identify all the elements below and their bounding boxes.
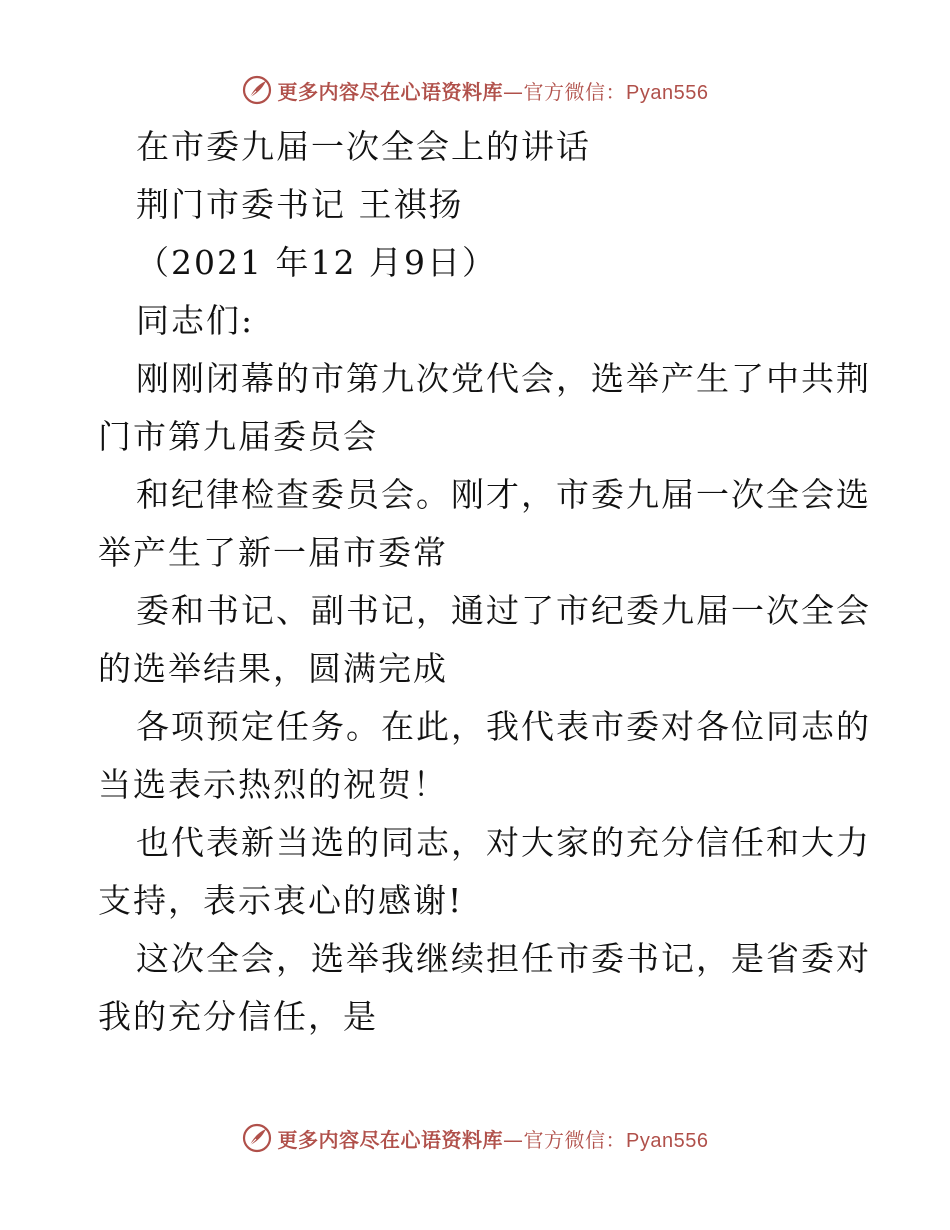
paragraph-line: 我的充分信任，是 bbox=[98, 997, 378, 1036]
document-body bbox=[98, 118, 871, 1046]
header-watermark bbox=[0, 70, 950, 110]
document-date: （2021 年12 月9日） bbox=[136, 243, 497, 282]
watermark-main-text: 更多内容尽在心语资料库 bbox=[277, 1127, 504, 1152]
paragraph-line: 的选举结果，圆满完成 bbox=[98, 649, 448, 688]
paragraph-line: 举产生了新一届市委常 bbox=[98, 533, 448, 572]
footer-watermark bbox=[0, 1118, 950, 1158]
watermark-dash: — bbox=[503, 79, 524, 104]
paragraph-line: 门市第九届委员会 bbox=[98, 417, 378, 456]
watermark-id: Pyan556 bbox=[626, 1129, 709, 1152]
document-salutation: 同志们: bbox=[136, 301, 255, 340]
document-title: 在市委九届一次全会上的讲话 bbox=[136, 127, 591, 166]
paragraph-line: 这次全会，选举我继续担任市委书记，是省委对 bbox=[136, 939, 871, 978]
watermark-dash: — bbox=[503, 1127, 524, 1152]
watermark-label: 官方微信： bbox=[523, 1127, 627, 1152]
paragraph-line: 也代表新当选的同志，对大家的充分信任和大力 bbox=[136, 823, 871, 862]
feather-pen-logo-icon bbox=[242, 1123, 272, 1153]
paragraph-line: 当选表示热烈的祝贺！ bbox=[98, 765, 448, 804]
paragraph-line: 各项预定任务。在此，我代表市委对各位同志的 bbox=[136, 707, 871, 746]
document-author: 荆门市委书记 王祺扬 bbox=[136, 185, 464, 224]
paragraph-line: 刚刚闭幕的市第九次党代会，选举产生了中共荆 bbox=[136, 359, 871, 398]
feather-pen-logo-icon bbox=[242, 75, 272, 105]
paragraph-line: 和纪律检查委员会。刚才，市委九届一次全会选 bbox=[136, 475, 871, 514]
paragraph-line: 支持，表示衷心的感谢! bbox=[98, 881, 464, 920]
watermark-id: Pyan556 bbox=[626, 81, 709, 104]
paragraph-line: 委和书记、副书记，通过了市纪委九届一次全会 bbox=[136, 591, 871, 630]
watermark-main-text: 更多内容尽在心语资料库 bbox=[277, 79, 504, 104]
watermark-label: 官方微信： bbox=[523, 79, 627, 104]
